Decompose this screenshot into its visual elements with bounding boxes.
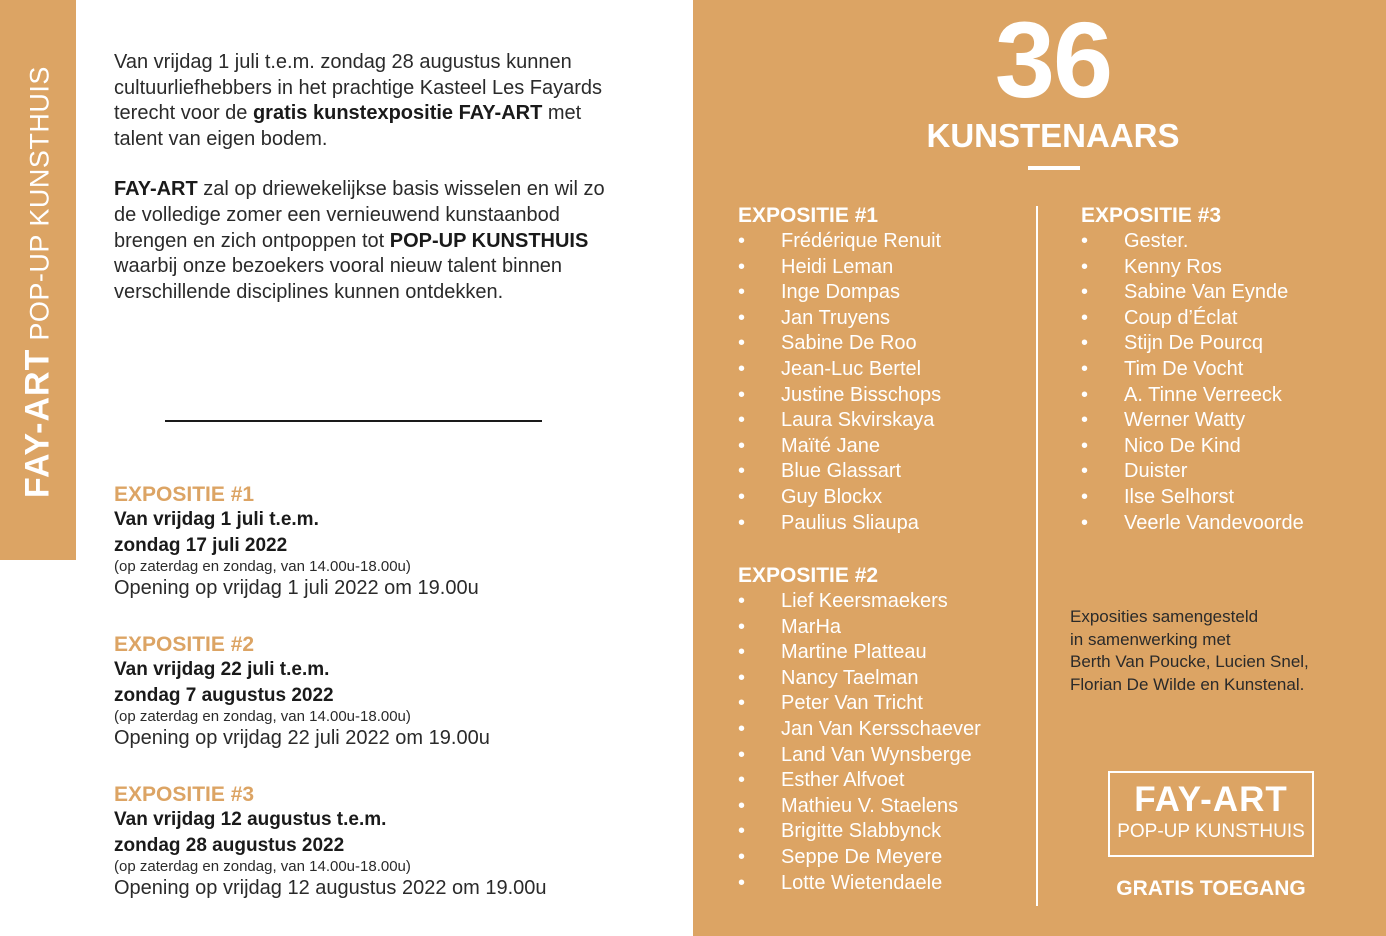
expo-block-2 — [114, 632, 654, 752]
expo-block-1 — [114, 482, 654, 602]
artist-item: • Inge Dompas — [738, 280, 941, 306]
intro-paragraph-2 — [114, 177, 614, 305]
artist-item: • Lotte Wietendaele — [738, 871, 981, 897]
artist-item: • Justine Bisschops — [738, 383, 941, 409]
artist-item: • Mathieu V. Staelens — [738, 794, 981, 820]
intro-p1-bold: gratis kunstexpositie FAY-ART — [252, 102, 543, 125]
artist-count-label: KUNSTENAARS — [926, 117, 1180, 154]
artist-item: • Brigitte Slabbynck — [738, 819, 981, 845]
artist-list-expo-1 — [738, 203, 941, 536]
artist-item: • Jan Van Kersschaever — [738, 717, 981, 743]
logo — [1108, 771, 1314, 857]
artist-item: • Land Van Wynsberge — [738, 743, 981, 769]
expo-date-start: Van vrijdag 12 augustus t.e.m. — [114, 809, 387, 830]
artist-list-expo-3 — [1081, 203, 1304, 536]
side-tab — [0, 0, 76, 560]
credits-line: Exposities samengesteld — [1070, 607, 1259, 626]
artist-item: • Werner Watty — [1081, 408, 1304, 434]
expo-opening: Opening op vrijdag 12 augustus 2022 om 19.00u — [114, 877, 547, 899]
list-heading: EXPOSITIE #1 — [738, 204, 879, 227]
credits-line: Berth Van Poucke, Lucien Snel, — [1070, 652, 1309, 672]
artist-list-expo-2 — [738, 563, 981, 896]
artist-item: • Martine Platteau — [738, 640, 981, 666]
expo-heading: EXPOSITIE #3 — [114, 783, 255, 806]
expo-hours: (op zaterdag en zondag, van 14.00u-18.00u) — [114, 558, 411, 575]
expo-opening: Opening op vrijdag 22 juli 2022 om 19.00u — [114, 727, 490, 749]
expo-date-start: Van vrijdag 1 juli t.e.m. — [114, 509, 319, 530]
logo-title: FAY-ART — [1134, 780, 1288, 819]
intro-p1-end: met talent van eigen bodem. — [114, 102, 582, 150]
intro-p2-bold: FAY-ART — [114, 178, 198, 201]
heading-underline — [1028, 166, 1080, 170]
divider — [165, 420, 542, 422]
expo-hours: (op zaterdag en zondag, van 14.00u-18.00u) — [114, 858, 411, 875]
artist-item: • Sabine Van Eynde — [1081, 280, 1304, 306]
artist-item: • Coup d’Éclat — [1081, 306, 1304, 332]
intro-text — [114, 50, 614, 305]
artist-item: • Heidi Leman — [738, 255, 941, 281]
expo-heading: EXPOSITIE #2 — [114, 633, 255, 656]
column-divider — [1036, 206, 1038, 906]
artist-item: • Ilse Selhorst — [1081, 485, 1304, 511]
artist-item: • Veerle Vandevoorde — [1081, 511, 1304, 537]
artist-item: • Duister — [1081, 459, 1304, 485]
artist-item: • Blue Glassart — [738, 459, 941, 485]
artist-item: • Frédérique Renuit — [738, 229, 941, 255]
expo-date-end: zondag 28 augustus 2022 — [114, 834, 345, 856]
artist-item: • A. Tinne Verreeck — [1081, 383, 1304, 409]
intro-paragraph-1 — [114, 50, 614, 152]
artist-item: • Lief Keersmaekers — [738, 589, 981, 615]
artist-item: • Jan Truyens — [738, 306, 941, 332]
artists-panel — [693, 0, 1386, 936]
side-tab-text — [19, 66, 58, 498]
intro-p2-bold-2: POP-UP KUNSTHUIS — [389, 229, 589, 252]
artist-item: • Nancy Taelman — [738, 666, 981, 692]
artist-item: • Gester. — [1081, 229, 1304, 255]
list-heading: EXPOSITIE #3 — [1081, 204, 1222, 227]
expo-heading: EXPOSITIE #1 — [114, 483, 255, 506]
free-entry-label: GRATIS TOEGANG — [1116, 877, 1306, 900]
artist-item: • Kenny Ros — [1081, 255, 1304, 281]
intro-p2-text: zal op driewekelijkse basis wisselen en wil zo de volledige zomer een vernieuwend kunstaanbod brengen en zich ontpoppen tot — [114, 178, 605, 252]
artist-item: • Laura Skvirskaya — [738, 408, 941, 434]
side-tab-brand: FAY-ART — [18, 348, 57, 498]
artist-item: • Guy Blockx — [738, 485, 941, 511]
expo-date-end: zondag 17 juli 2022 — [114, 534, 288, 556]
credits — [1070, 606, 1370, 697]
artist-item: • Jean-Luc Bertel — [738, 357, 941, 383]
logo-subtitle: POP-UP KUNSTHUIS — [1117, 821, 1305, 842]
artist-item: • Nico De Kind — [1081, 434, 1304, 460]
artist-item: • MarHa — [738, 615, 981, 641]
expo-hours: (op zaterdag en zondag, van 14.00u-18.00u) — [114, 708, 411, 725]
artist-item: • Paulius Sliaupa — [738, 511, 941, 537]
credits-line: in samenwerking met — [1070, 629, 1231, 649]
expo-date-start: Van vrijdag 22 juli t.e.m. — [114, 659, 330, 680]
expo-opening: Opening op vrijdag 1 juli 2022 om 19.00u — [114, 577, 479, 599]
artist-item: • Tim De Vocht — [1081, 357, 1304, 383]
expo-block-3 — [114, 782, 654, 902]
artist-item: • Peter Van Tricht — [738, 691, 981, 717]
artist-count: 36 — [994, 0, 1112, 120]
expo-date-end: zondag 7 augustus 2022 — [114, 684, 334, 706]
artist-item: • Esther Alfvoet — [738, 768, 981, 794]
artist-item: • Seppe De Meyere — [738, 845, 981, 871]
intro-p2-end: waarbij onze bezoekers vooral nieuw talent binnen verschillende disciplines kunnen ontdekken. — [114, 255, 563, 303]
credits-line: Florian De Wilde en Kunstenal. — [1070, 675, 1305, 695]
intro-p1-text: Van vrijdag 1 juli t.e.m. zondag 28 augustus kunnen cultuurliefhebbers in het prachtige Kasteel Les Fayards terecht voor de — [114, 51, 603, 125]
artist-item: • Sabine De Roo — [738, 331, 941, 357]
artist-item: • Maïté Jane — [738, 434, 941, 460]
side-tab-subtitle: POP-UP KUNSTHUIS — [24, 66, 55, 349]
list-heading: EXPOSITIE #2 — [738, 564, 879, 587]
artist-item: • Stijn De Pourcq — [1081, 331, 1304, 357]
